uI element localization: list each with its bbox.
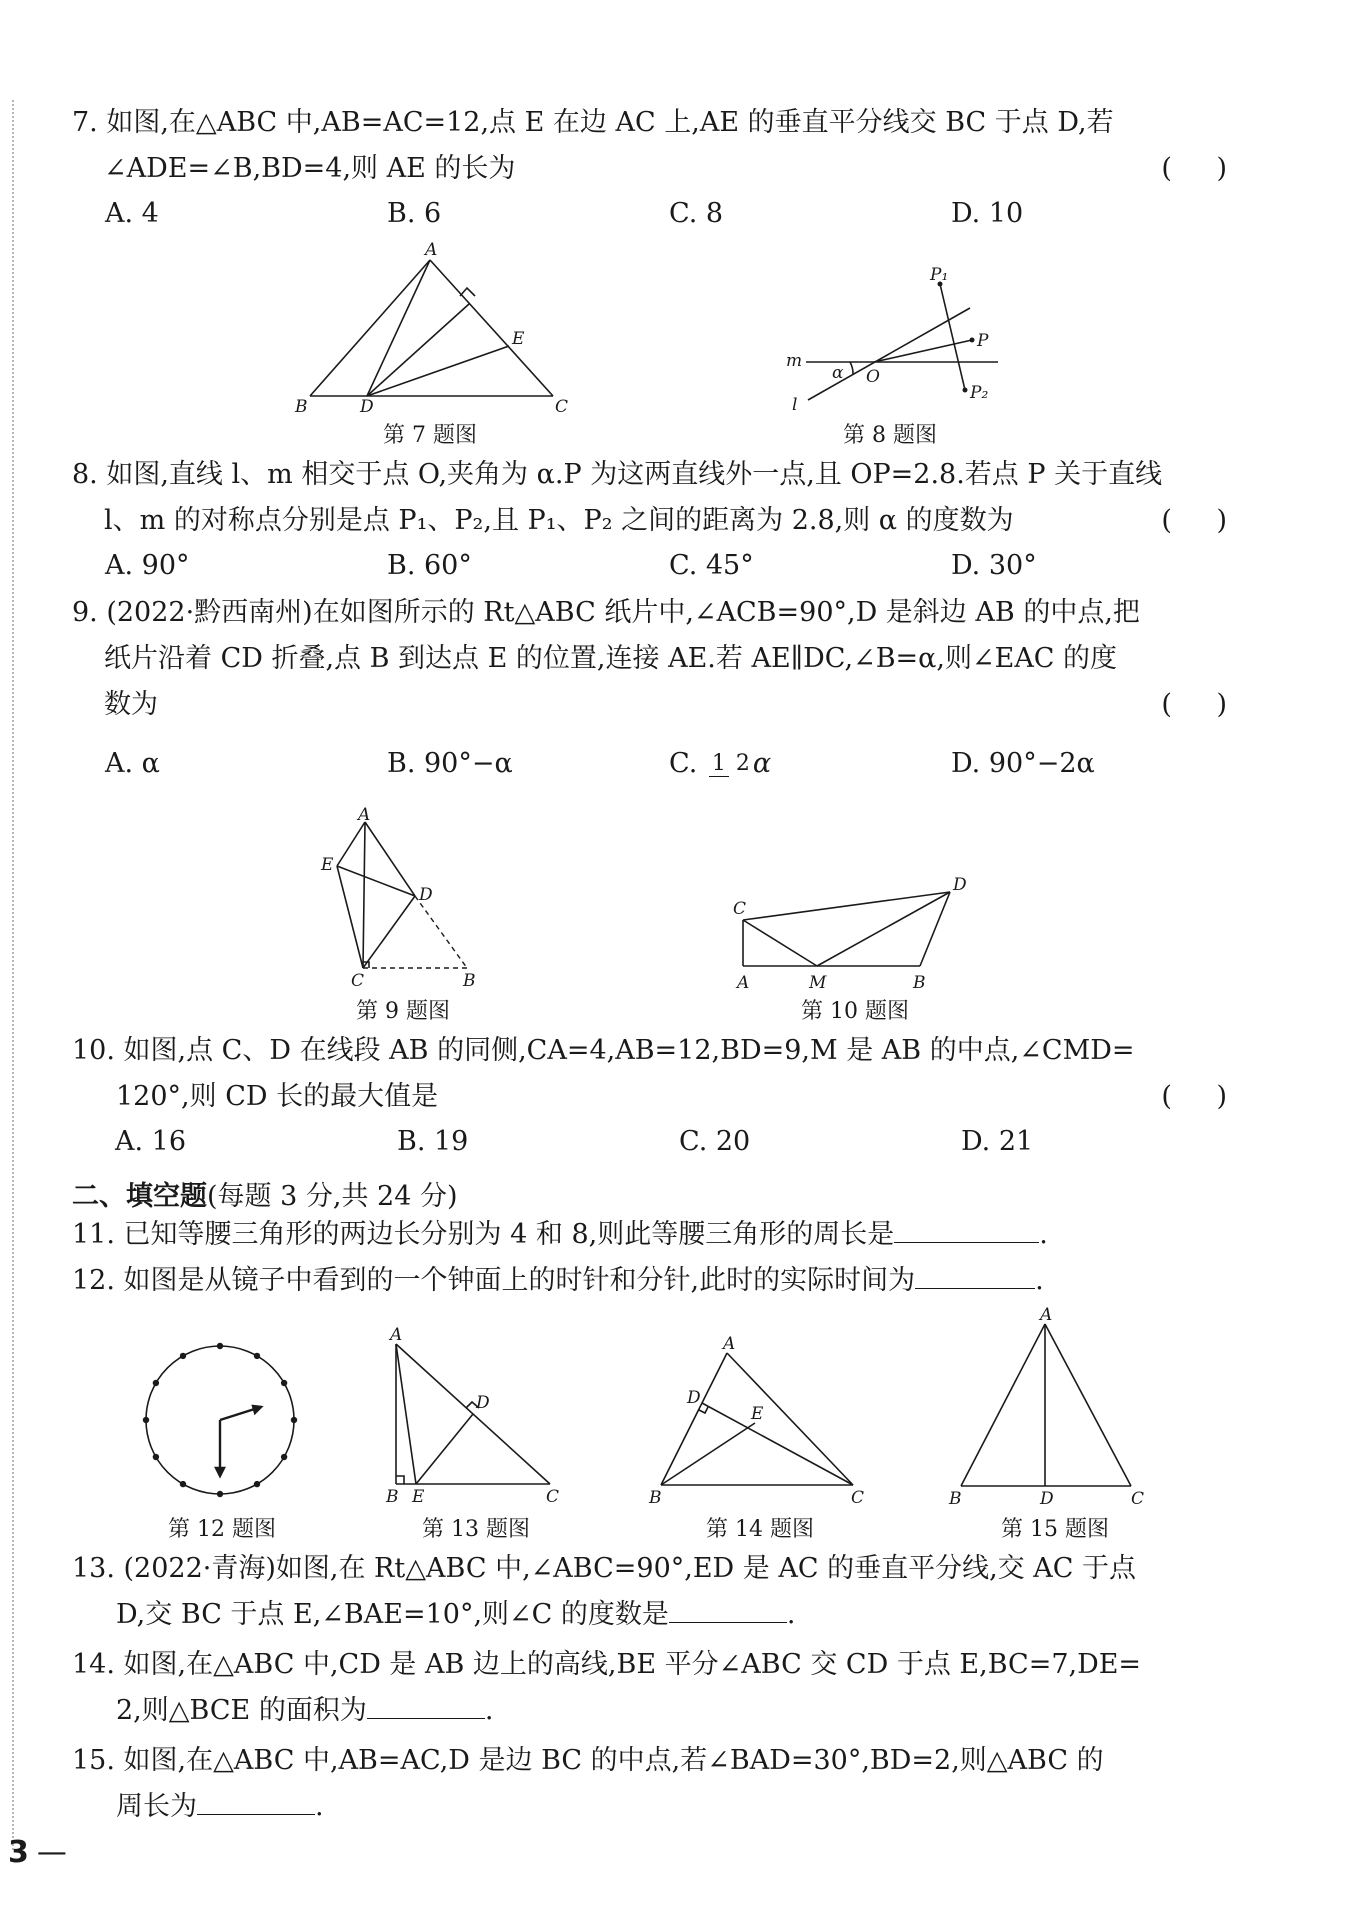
clock-hour-dot: [180, 1481, 186, 1487]
question-15-line2: 周长为: [116, 1791, 197, 1822]
caption-fig9: 第 9 题图: [356, 999, 450, 1024]
option-a: A. 16: [115, 1126, 187, 1157]
fig9-label-d: D: [419, 885, 433, 905]
options-7: [105, 198, 1245, 229]
caption-fig14: 第 14 题图: [706, 1517, 814, 1542]
caption-fig10: 第 10 题图: [801, 999, 909, 1024]
fig9-label-e: E: [321, 855, 334, 875]
question-11-text: 11. 已知等腰三角形的两边长分别为 4 和 8,则此等腰三角形的周长是: [72, 1219, 895, 1250]
fig15-label-b: B: [949, 1489, 962, 1509]
caption-fig15: 第 15 题图: [1001, 1517, 1109, 1542]
fig13-label-b: B: [386, 1487, 399, 1507]
section-title: 二、填空题: [72, 1181, 207, 1212]
fig8-label-alpha: α: [832, 363, 844, 383]
option-d: D. 90°−2α: [951, 748, 1095, 779]
question-7-line1: 7. 如图,在△ABC 中,AB=AC=12,点 E 在边 AC 上,AE 的垂直平分线交 BC 于点 D,若: [72, 107, 1114, 138]
fig14-label-a: A: [723, 1334, 736, 1354]
question-11-end: .: [1039, 1219, 1048, 1250]
caption-fig12: 第 12 题图: [168, 1517, 276, 1542]
answer-paren-7: ( ): [1161, 153, 1245, 184]
page-number: [8, 1835, 67, 1870]
clock-hour-dot: [153, 1380, 159, 1386]
option-d: D. 10: [951, 198, 1024, 229]
option-b: B. 19: [397, 1126, 469, 1157]
section-subtitle: (每题 3 分,共 24 分): [207, 1181, 458, 1212]
fig7-label-a: A: [425, 240, 438, 260]
fig15-label-a: A: [1040, 1305, 1053, 1325]
fraction-numerator: 1: [709, 752, 729, 777]
fig8-label-l: l: [792, 395, 798, 415]
fig8-label-p2: P₂: [970, 383, 989, 403]
figure-9: [315, 805, 485, 997]
page-number-dash: —: [36, 1835, 67, 1870]
fig7-label-b: B: [295, 397, 308, 417]
question-15-end: .: [315, 1791, 324, 1822]
question-13-end: .: [786, 1599, 796, 1630]
option-c: C. 20: [679, 1126, 751, 1157]
question-12-end: .: [1035, 1265, 1044, 1296]
fig14-label-d: D: [687, 1388, 701, 1408]
fig14-label-b: B: [649, 1488, 662, 1508]
fig8-label-p: P: [977, 331, 989, 351]
question-13: [72, 1546, 1245, 1638]
question-15-line1: 15. 如图,在△ABC 中,AB=AC,D 是边 BC 的中点,若∠BAD=30°,BD=2,则△ABC 的: [72, 1745, 1104, 1776]
option-c: C. 45°: [669, 550, 754, 581]
fraction-denominator: 2: [735, 751, 750, 776]
section-fill-in: [72, 1174, 458, 1213]
figure-7: [285, 238, 585, 422]
clock-hour-dot: [254, 1353, 260, 1359]
caption-fig7: 第 7 题图: [383, 423, 477, 448]
question-14-end: .: [484, 1695, 494, 1726]
fig7-label-e: E: [512, 329, 525, 349]
fig13-label-a: A: [390, 1325, 403, 1345]
question-7-line2: ∠ADE=∠B,BD=4,则 AE 的长为: [104, 153, 516, 184]
question-8: [72, 452, 1245, 544]
figure-15: [945, 1305, 1155, 1512]
clock-hour-dot: [153, 1454, 159, 1460]
fig13-label-d: D: [476, 1393, 490, 1413]
fig10-label-m: M: [809, 973, 827, 993]
figure-13: [378, 1325, 578, 1514]
clock-hour-dot: [217, 1491, 223, 1497]
question-8-line2: l、m 的对称点分别是点 P₁、P₂,且 P₁、P₂ 之间的距离为 2.8,则 α 的度数为: [104, 505, 1014, 536]
clock-hour-dot: [143, 1417, 149, 1423]
question-9: [72, 590, 1245, 728]
fig13-label-e: E: [412, 1487, 425, 1507]
options-8: [105, 550, 1245, 581]
question-11: [72, 1212, 1245, 1258]
question-7: [72, 100, 1245, 192]
question-8-line1: 8. 如图,直线 l、m 相交于点 O,夹角为 α.P 为这两直线外一点,且 OP=2.8.若点 P 关于直线: [72, 459, 1163, 490]
option-c-fraction: [709, 752, 750, 777]
option-c-letter: C.: [669, 748, 698, 779]
question-14: [72, 1642, 1245, 1734]
question-12: [72, 1258, 1245, 1304]
fig7-label-c: C: [555, 397, 569, 417]
option-c-variable: α: [752, 748, 772, 779]
option-a: A. 4: [105, 198, 159, 229]
fig10-label-b: B: [913, 973, 926, 993]
fig8-label-o: O: [866, 367, 880, 387]
options-9: [105, 748, 1245, 779]
fig13-label-c: C: [546, 1487, 560, 1507]
question-9-line3: 数为: [104, 689, 158, 720]
figure-8: [780, 265, 1010, 422]
answer-blank-14[interactable]: [367, 1688, 485, 1719]
fig15-label-d: D: [1040, 1489, 1054, 1509]
fig10-label-a: A: [737, 973, 750, 993]
answer-blank-13[interactable]: [669, 1592, 787, 1623]
answer-blank-15[interactable]: [197, 1784, 315, 1815]
question-12-text: 12. 如图是从镜子中看到的一个钟面上的时针和分针,此时的实际时间为: [72, 1265, 916, 1296]
clock-hour-dot: [217, 1343, 223, 1349]
question-9-line1: 9. (2022·黔西南州)在如图所示的 Rt△ABC 纸片中,∠ACB=90°,D 是斜边 AB 的中点,把: [72, 597, 1140, 628]
question-13-line1: 13. (2022·青海)如图,在 Rt△ABC 中,∠ABC=90°,ED 是 AC 的垂直平分线,交 AC 于点: [72, 1553, 1137, 1584]
answer-blank-12[interactable]: [915, 1258, 1035, 1289]
fig9-label-c: C: [351, 971, 365, 991]
clock-hour-dot: [291, 1417, 297, 1423]
question-9-line2: 纸片沿着 CD 折叠,点 B 到达点 E 的位置,连接 AE.若 AE∥DC,∠B=α,则∠EAC 的度: [104, 643, 1118, 674]
options-10: [105, 1126, 1245, 1157]
fig10-label-d: D: [953, 875, 967, 895]
question-15: [72, 1738, 1245, 1830]
question-13-line2: D,交 BC 于点 E,∠BAE=10°,则∠C 的度数是: [116, 1599, 669, 1630]
clock-hour-dot: [254, 1481, 260, 1487]
answer-paren-10: ( ): [1161, 1081, 1245, 1112]
binding-line: [12, 100, 14, 1850]
option-a: A. 90°: [105, 550, 190, 581]
fig9-label-a: A: [358, 805, 371, 825]
fig15-label-c: C: [1131, 1489, 1145, 1509]
caption-fig8: 第 8 题图: [843, 423, 937, 448]
fig8-label-m: m: [786, 351, 803, 371]
question-10-line2: 120°,则 CD 长的最大值是: [116, 1081, 439, 1112]
fig10-label-c: C: [733, 899, 747, 919]
option-b: B. 90°−α: [387, 748, 513, 779]
fig14-label-c: C: [851, 1488, 865, 1508]
question-10-line1: 10. 如图,点 C、D 在线段 AB 的同侧,CA=4,AB=12,BD=9,M 是 AB 的中点,∠CMD=: [72, 1035, 1135, 1066]
fig7-label-d: D: [360, 397, 374, 417]
clock-hour-dot: [281, 1454, 287, 1460]
answer-paren-8: ( ): [1161, 505, 1245, 536]
option-a: A. α: [105, 748, 160, 779]
answer-paren-9: ( ): [1161, 689, 1245, 720]
option-b: B. 6: [387, 198, 442, 229]
option-b: B. 60°: [387, 550, 472, 581]
clock-hour-dot: [180, 1353, 186, 1359]
caption-fig13: 第 13 题图: [422, 1517, 530, 1542]
fig8-label-p1: P₁: [930, 265, 949, 285]
option-c: [669, 748, 951, 779]
fig9-label-b: B: [463, 971, 476, 991]
figure-10: [725, 868, 975, 997]
question-14-line2: 2,则△BCE 的面积为: [116, 1695, 367, 1726]
question-14-line1: 14. 如图,在△ABC 中,CD 是 AB 边上的高线,BE 平分∠ABC 交 CD 于点 E,BC=7,DE=: [72, 1649, 1142, 1680]
option-c: C. 8: [669, 198, 724, 229]
figure-14: [645, 1335, 875, 1514]
question-10: [72, 1028, 1245, 1120]
clock-hour-dot: [281, 1380, 287, 1386]
fig14-label-e: E: [751, 1404, 764, 1424]
option-d: D. 21: [961, 1126, 1034, 1157]
answer-blank-11[interactable]: [894, 1212, 1039, 1243]
page-number-value: 3: [8, 1835, 29, 1870]
option-d: D. 30°: [951, 550, 1037, 581]
figure-12-clock: [140, 1340, 310, 1514]
